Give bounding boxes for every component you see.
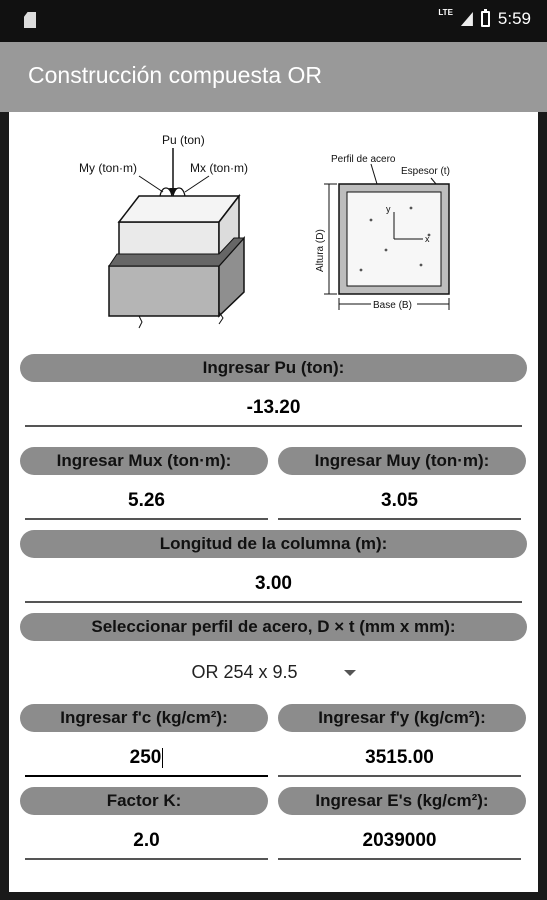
k-input[interactable]: 2.0	[25, 822, 268, 860]
content-area	[9, 112, 538, 892]
perfil-label: Perfil de acero	[331, 154, 396, 165]
text-cursor	[162, 748, 163, 768]
mux-label-pill: Ingresar Mux (ton·m):	[20, 447, 268, 475]
pu-label: Pu (ton)	[162, 133, 205, 147]
profile-label-pill: Seleccionar perfil de acero, D × t (mm x mm):	[20, 613, 527, 641]
my-label: My (ton·m)	[79, 161, 137, 175]
sd-card-icon	[24, 12, 36, 28]
signal-icon	[461, 12, 473, 26]
clock: 5:59	[497, 9, 531, 28]
k-label-pill: Factor K:	[20, 787, 268, 815]
pu-input[interactable]: -13.20	[25, 389, 522, 427]
length-label-pill: Longitud de la columna (m):	[20, 530, 527, 558]
dropdown-arrow-icon	[344, 670, 356, 676]
muy-label-pill: Ingresar Muy (ton·m):	[278, 447, 526, 475]
mx-label: Mx (ton·m)	[190, 161, 248, 175]
altura-label: Altura (D)	[315, 229, 326, 272]
base-label: Base (B)	[373, 300, 412, 311]
profile-spinner[interactable]	[9, 654, 538, 690]
fy-label-pill: Ingresar f'y (kg/cm²):	[278, 704, 526, 732]
espesor-label: Espesor (t)	[401, 166, 450, 177]
battery-icon	[481, 11, 490, 27]
es-input[interactable]: 2039000	[278, 822, 521, 860]
app-title: Construcción compuesta OR	[28, 62, 323, 88]
status-bar	[0, 0, 547, 42]
length-input[interactable]: 3.00	[25, 565, 522, 603]
cross-section-diagram	[301, 150, 471, 330]
pu-label-pill: Ingresar Pu (ton):	[20, 354, 527, 382]
muy-input[interactable]: 3.05	[278, 482, 521, 520]
column-load-diagram	[69, 126, 279, 336]
svg-text:x: x	[425, 234, 430, 244]
profile-selected-value: OR 254 x 9.5	[191, 662, 298, 682]
es-label-pill: Ingresar E's (kg/cm²):	[278, 787, 526, 815]
svg-text:y: y	[386, 204, 391, 214]
mux-input[interactable]: 5.26	[25, 482, 268, 520]
fc-input[interactable]	[25, 739, 268, 777]
fy-input[interactable]: 3515.00	[278, 739, 521, 777]
app-bar	[0, 42, 547, 112]
fc-value: 250	[129, 747, 162, 768]
fc-label-pill: Ingresar f'c (kg/cm²):	[20, 704, 268, 732]
lte-indicator: LTE	[438, 8, 453, 17]
